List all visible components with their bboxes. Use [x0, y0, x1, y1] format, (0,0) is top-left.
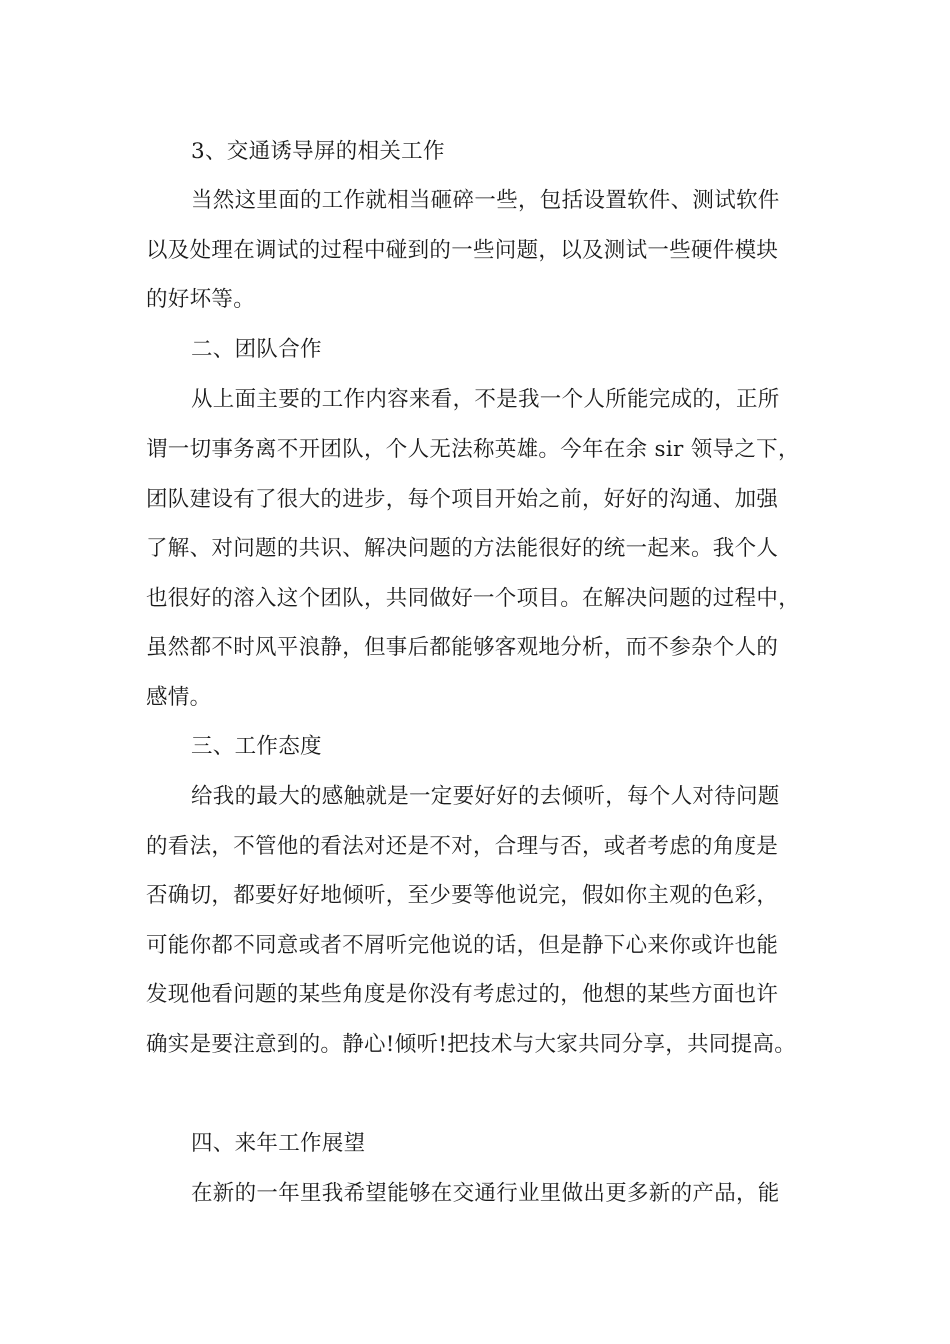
- paragraph-line: 给我的最大的感触就是一定要好好的去倾听，每个人对待问题: [191, 784, 780, 809]
- paragraph-line: 确实是要注意到的。静心!倾听!把技术与大家共同分享，共同提高。: [146, 1032, 797, 1057]
- section-heading-attitude: 三、工作态度: [191, 734, 322, 759]
- paragraph-line: 虽然都不时风平浪静，但事后都能够客观地分析，而不参杂个人的: [146, 635, 779, 660]
- paragraph-line: 团队建设有了很大的进步，每个项目开始之前，好好的沟通、加强: [146, 487, 779, 512]
- paragraph-line: 感情。: [146, 685, 212, 710]
- section-heading-teamwork: 二、团队合作: [191, 337, 322, 362]
- paragraph-line: 也很好的溶入这个团队，共同做好一个项目。在解决问题的过程中，: [146, 586, 801, 611]
- paragraph-line: 的好坏等。: [146, 287, 256, 312]
- paragraph-line: 了解、对问题的共识、解决问题的方法能很好的统一起来。我个人: [146, 536, 779, 561]
- paragraph-line: 以及处理在调试的过程中碰到的一些问题，以及测试一些硬件模块: [146, 238, 779, 263]
- paragraph-line: 从上面主要的工作内容来看，不是我一个人所能完成的，正所: [191, 387, 780, 412]
- paragraph-line: 可能你都不同意或者不屑听完他说的话，但是静下心来你或许也能: [146, 933, 779, 958]
- section-heading-outlook: 四、来年工作展望: [191, 1131, 366, 1156]
- paragraph-line: 在新的一年里我希望能够在交通行业里做出更多新的产品，能: [191, 1181, 780, 1206]
- section-heading-traffic-screen: 3、交通诱导屏的相关工作: [191, 139, 445, 164]
- paragraph-line: 否确切，都要好好地倾听，至少要等他说完，假如你主观的色彩，: [146, 883, 779, 908]
- paragraph-line: 的看法，不管他的看法对还是不对，合理与否，或者考虑的角度是: [146, 834, 779, 859]
- paragraph-line: 当然这里面的工作就相当砸碎一些，包括设置软件、测试软件: [191, 188, 780, 213]
- paragraph-line: 谓一切事务离不开团队，个人无法称英雄。今年在余 sir 领导之下，: [146, 437, 800, 462]
- paragraph-line: 发现他看问题的某些角度是你没有考虑过的，他想的某些方面也许: [146, 982, 779, 1007]
